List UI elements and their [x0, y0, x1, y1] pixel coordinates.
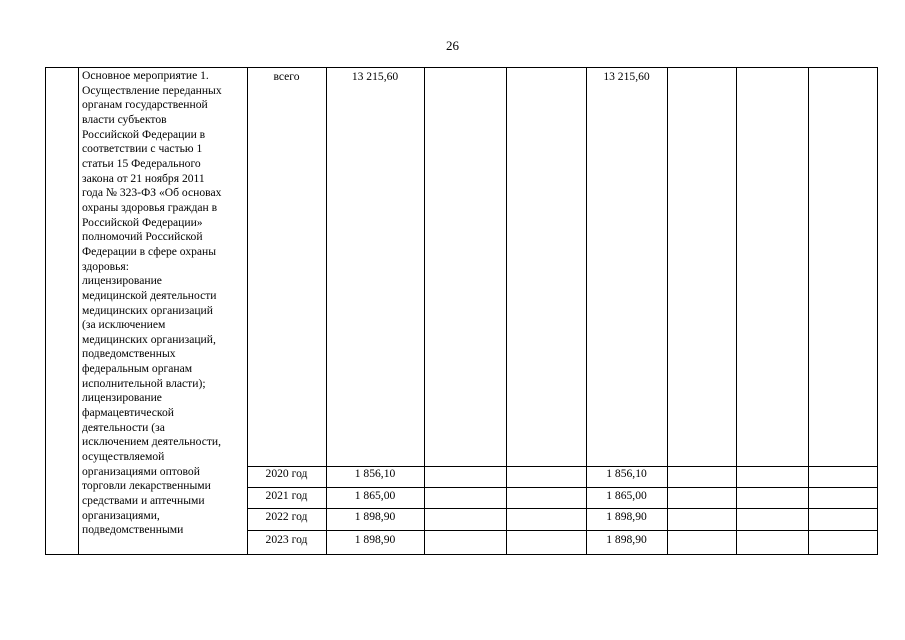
description-line: полномочий Российской: [82, 230, 203, 244]
page-number: 26: [446, 38, 459, 53]
row-divider: [247, 487, 878, 488]
description-line: деятельности (за: [82, 420, 165, 434]
description-line: организациями,: [82, 508, 160, 522]
column-border: [667, 67, 668, 555]
column-border: [424, 67, 425, 555]
description-line: соответствии с частью 1: [82, 142, 203, 156]
description-line: исполнительной власти);: [82, 376, 206, 390]
total-cell: 1 898,90: [354, 533, 396, 546]
period-cell: 2022 год: [265, 510, 308, 523]
description-line: исключением деятельности,: [82, 435, 222, 449]
description-line: организациями оптовой: [82, 464, 200, 478]
description-line: подведомственных: [82, 347, 176, 361]
description-line: фармацевтической: [82, 406, 174, 420]
row-divider: [247, 530, 878, 531]
description-line: Осуществление переданных: [82, 83, 222, 97]
activity-description: [82, 69, 248, 538]
budget-cell: 1 856,10: [606, 467, 647, 480]
description-line: медицинской деятельности: [82, 288, 217, 302]
row-divider: [247, 508, 878, 509]
description-line: охраны здоровья граждан в: [82, 200, 218, 214]
total-cell: 1 898,90: [354, 510, 396, 523]
description-line: осуществляемой: [82, 450, 165, 464]
budget-cell: 13 215,60: [603, 70, 650, 83]
description-line: власти субъектов: [82, 112, 167, 126]
description-line: года № 323-ФЗ «Об основах: [82, 186, 222, 200]
description-line: здоровья:: [82, 259, 129, 273]
total-cell: 1 865,00: [354, 489, 396, 502]
column-border: [326, 67, 327, 555]
description-line: лицензирование: [82, 391, 162, 405]
description-line: средствами и аптечными: [82, 494, 205, 508]
column-border: [736, 67, 737, 555]
budget-cell: 1 898,90: [606, 533, 647, 546]
period-cell: 2021 год: [265, 489, 308, 502]
table-bottom-border: [45, 554, 878, 555]
column-border: [45, 67, 46, 555]
column-border: [506, 67, 507, 555]
description-line: статьи 15 Федерального: [82, 156, 201, 170]
description-line: Основное мероприятие 1.: [82, 69, 209, 82]
column-border: [586, 67, 587, 555]
description-line: органам государственной: [82, 98, 208, 112]
description-line: Российской Федерации в: [82, 127, 206, 141]
description-line: подведомственными: [82, 523, 184, 537]
description-line: федеральным органам: [82, 362, 193, 376]
budget-cell: 1 865,00: [606, 489, 647, 502]
description-line: (за исключением: [82, 318, 166, 332]
description-line: закона от 21 ноября 2011: [82, 171, 205, 185]
description-line: медицинских организаций: [82, 303, 213, 317]
description-line: торговли лекарственными: [82, 479, 211, 493]
description-line: Российской Федерации»: [82, 215, 203, 229]
total-cell: 13 215,60: [351, 70, 399, 83]
table-top-border: [45, 67, 878, 68]
period-cell: всего: [273, 70, 300, 83]
column-border: [78, 67, 79, 555]
description-line: лицензирование: [82, 274, 162, 288]
budget-cell: 1 898,90: [606, 510, 647, 523]
period-cell: 2020 год: [265, 467, 308, 480]
table-right-border: [877, 67, 878, 555]
column-border: [808, 67, 809, 555]
period-cell: 2023 год: [265, 533, 308, 546]
description-line: Федерации в сфере охраны: [82, 244, 217, 258]
description-line: медицинских организаций,: [82, 332, 216, 346]
total-cell: 1 856,10: [354, 467, 396, 480]
